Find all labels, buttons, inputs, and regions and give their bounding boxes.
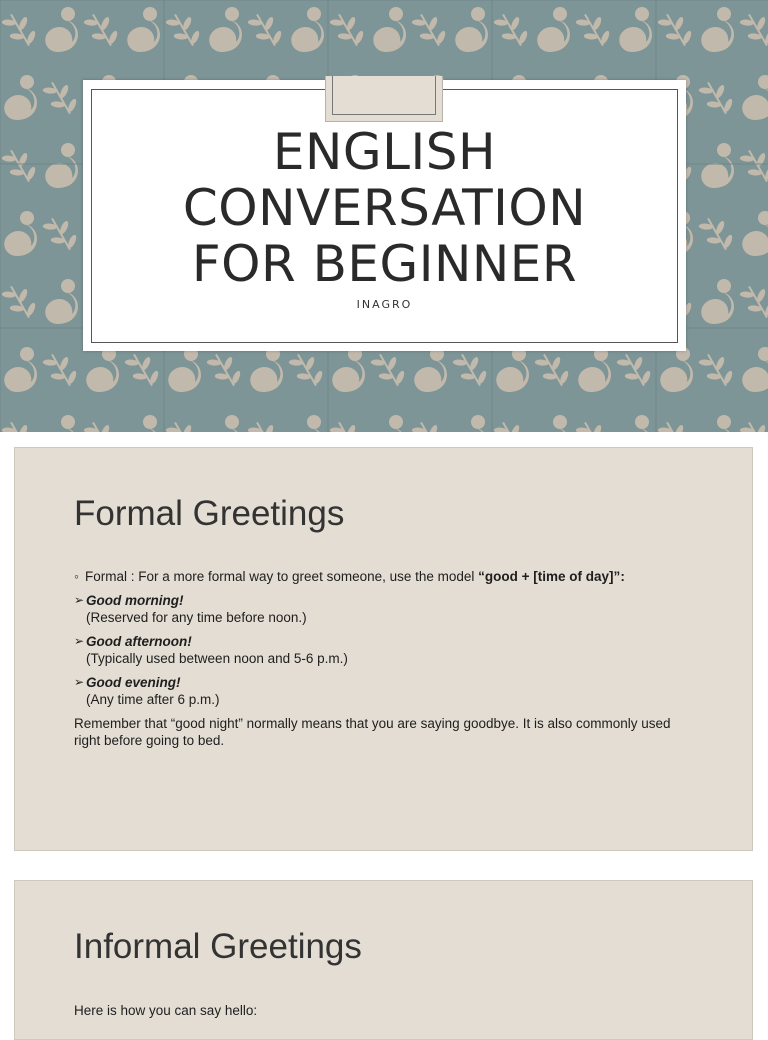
bullet-marker: ◦ — [74, 569, 79, 584]
intro-model: “good + [time of day]” — [478, 569, 621, 584]
greeting-note: (Any time after 6 p.m.) — [86, 692, 220, 707]
greeting-note: (Typically used between noon and 5-6 p.m.) — [86, 651, 348, 666]
title-line: CONVERSATION — [182, 179, 587, 237]
title-tab-decoration — [325, 76, 443, 122]
list-item — [74, 633, 684, 667]
slide-body — [74, 568, 684, 749]
informal-greetings-slide — [14, 880, 753, 1040]
slide-heading: Formal Greetings — [74, 494, 345, 533]
intro-text: Formal : For a more formal way to greet someone, use the model — [85, 569, 479, 584]
greeting-note: (Reserved for any time before noon.) — [86, 610, 307, 625]
list-item — [74, 674, 684, 708]
greeting-phrase: Good morning! — [86, 593, 184, 608]
arrow-bullet-icon: ➢ — [74, 593, 85, 607]
presentation-title — [83, 124, 686, 292]
arrow-bullet-icon: ➢ — [74, 634, 85, 648]
slide-intro: Here is how you can say hello: — [74, 1003, 258, 1018]
title-line: ENGLISH — [272, 123, 497, 181]
title-card — [83, 80, 686, 351]
remark-paragraph: Remember that “good night” normally means that you are saying goodbye. It is also commonly used right before going to bed. — [74, 716, 671, 748]
greeting-phrase: Good afternoon! — [86, 634, 192, 649]
greeting-phrase: Good evening! — [86, 675, 181, 690]
intro-colon: : — [620, 569, 625, 584]
list-item — [74, 592, 684, 626]
title-slide — [0, 0, 768, 432]
slide-heading: Informal Greetings — [74, 927, 362, 966]
arrow-bullet-icon: ➢ — [74, 675, 85, 689]
intro-bullet — [74, 568, 684, 585]
title-line: FOR BEGINNER — [191, 235, 578, 293]
presentation-subtitle: INAGRO — [356, 298, 413, 311]
formal-greetings-slide — [14, 447, 753, 851]
